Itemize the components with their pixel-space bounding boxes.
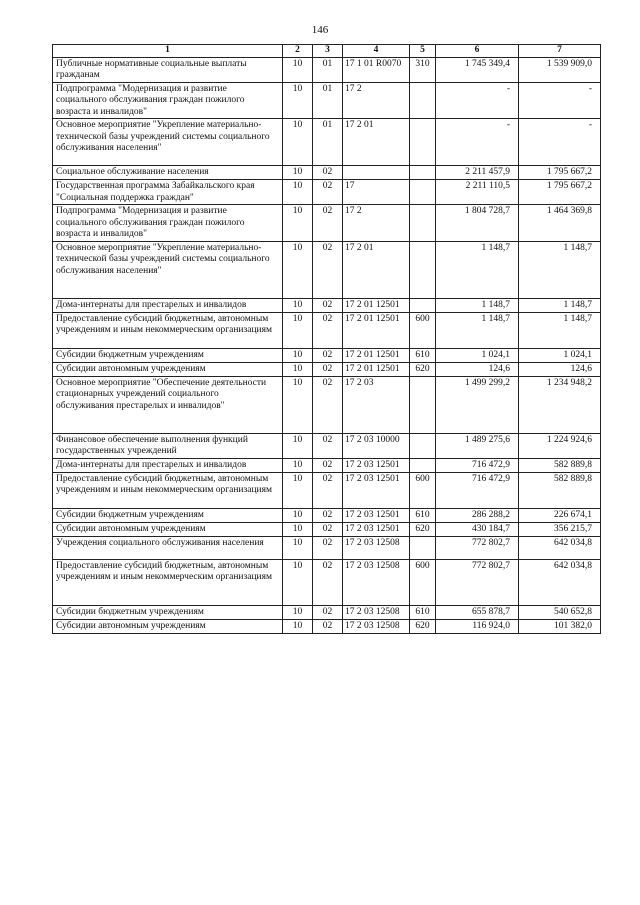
amount-col7-cell: 1 464 369,8 xyxy=(519,205,601,242)
expense-type-cell: 610 xyxy=(410,508,436,522)
row-name-cell: Подпрограмма "Модернизация и развитие социального обслуживания граждан пожилого возраста и инвалидов" xyxy=(53,82,283,119)
table-row xyxy=(53,166,601,180)
amount-col6-cell: 1 024,1 xyxy=(436,348,519,362)
amount-col6-cell: 2 211 110,5 xyxy=(436,180,519,205)
amount-col7-cell: 582 889,8 xyxy=(519,458,601,472)
amount-col6-cell: 716 472,9 xyxy=(436,458,519,472)
expense-type-cell xyxy=(410,205,436,242)
section-cell: 10 xyxy=(283,180,313,205)
table-row xyxy=(53,522,601,536)
amount-col7-cell: - xyxy=(519,119,601,166)
section-cell: 10 xyxy=(283,376,313,433)
target-article-cell: 17 1 01 R0070 xyxy=(343,57,410,82)
section-cell: 10 xyxy=(283,559,313,605)
section-cell: 10 xyxy=(283,522,313,536)
amount-col7-cell: 356 215,7 xyxy=(519,522,601,536)
amount-col7-cell: 1 224 924,6 xyxy=(519,433,601,458)
target-article-cell: 17 2 01 12501 xyxy=(343,362,410,376)
subsection-cell: 02 xyxy=(313,312,343,348)
amount-col7-cell: 1 795 667,2 xyxy=(519,166,601,180)
subsection-cell: 02 xyxy=(313,559,343,605)
section-cell: 10 xyxy=(283,82,313,119)
subsection-cell: 02 xyxy=(313,298,343,312)
expense-type-cell xyxy=(410,298,436,312)
amount-col7-cell: 540 652,8 xyxy=(519,605,601,619)
amount-col7-cell: 124,6 xyxy=(519,362,601,376)
amount-col7-cell: 642 034,8 xyxy=(519,536,601,559)
column-header: 6 xyxy=(436,45,519,58)
row-name-cell: Субсидии бюджетным учреждениям xyxy=(53,508,283,522)
target-article-cell: 17 2 01 xyxy=(343,241,410,298)
expense-type-cell: 310 xyxy=(410,57,436,82)
expense-type-cell xyxy=(410,180,436,205)
subsection-cell: 02 xyxy=(313,433,343,458)
row-name-cell: Государственная программа Забайкальского края "Социальная поддержка граждан" xyxy=(53,180,283,205)
section-cell: 10 xyxy=(283,472,313,508)
target-article-cell: 17 2 01 12501 xyxy=(343,298,410,312)
section-cell: 10 xyxy=(283,536,313,559)
amount-col7-cell: 1 148,7 xyxy=(519,298,601,312)
subsection-cell: 02 xyxy=(313,522,343,536)
subsection-cell: 02 xyxy=(313,205,343,242)
expense-type-cell: 610 xyxy=(410,348,436,362)
expense-type-cell: 600 xyxy=(410,472,436,508)
row-name-cell: Учреждения социального обслуживания населения xyxy=(53,536,283,559)
subsection-cell: 02 xyxy=(313,605,343,619)
amount-col6-cell: 2 211 457,9 xyxy=(436,166,519,180)
row-name-cell: Предоставление субсидий бюджетным, автономным учреждениям и иным некоммерческим организациям xyxy=(53,472,283,508)
target-article-cell: 17 xyxy=(343,180,410,205)
column-header: 3 xyxy=(313,45,343,58)
target-article-cell: 17 2 03 xyxy=(343,376,410,433)
column-header: 4 xyxy=(343,45,410,58)
table-row xyxy=(53,619,601,633)
subsection-cell: 02 xyxy=(313,362,343,376)
target-article-cell: 17 2 03 12508 xyxy=(343,619,410,633)
target-article-cell xyxy=(343,166,410,180)
amount-col6-cell: 430 184,7 xyxy=(436,522,519,536)
row-name-cell: Публичные нормативные социальные выплаты гражданам xyxy=(53,57,283,82)
column-header: 7 xyxy=(519,45,601,58)
row-name-cell: Субсидии бюджетным учреждениям xyxy=(53,348,283,362)
expense-type-cell xyxy=(410,458,436,472)
section-cell: 10 xyxy=(283,119,313,166)
table-row xyxy=(53,348,601,362)
row-name-cell: Субсидии бюджетным учреждениям xyxy=(53,605,283,619)
table-row xyxy=(53,57,601,82)
amount-col7-cell: 582 889,8 xyxy=(519,472,601,508)
amount-col7-cell: 1 234 948,2 xyxy=(519,376,601,433)
subsection-cell: 01 xyxy=(313,119,343,166)
row-name-cell: Субсидии автономным учреждениям xyxy=(53,362,283,376)
amount-col7-cell: 642 034,8 xyxy=(519,559,601,605)
section-cell: 10 xyxy=(283,166,313,180)
amount-col6-cell: 286 288,2 xyxy=(436,508,519,522)
amount-col7-cell: 1 539 909,0 xyxy=(519,57,601,82)
expense-type-cell xyxy=(410,82,436,119)
expense-type-cell xyxy=(410,166,436,180)
target-article-cell: 17 2 01 12501 xyxy=(343,312,410,348)
row-name-cell: Социальное обслуживание населения xyxy=(53,166,283,180)
table-row xyxy=(53,605,601,619)
table-row xyxy=(53,312,601,348)
subsection-cell: 02 xyxy=(313,348,343,362)
amount-col7-cell: 1 148,7 xyxy=(519,312,601,348)
table-row xyxy=(53,433,601,458)
row-name-cell: Основное мероприятие "Обеспечение деятельности стационарных учреждений социального обслуживания престарелых и инвалидов" xyxy=(53,376,283,433)
target-article-cell: 17 2 03 12508 xyxy=(343,536,410,559)
subsection-cell: 02 xyxy=(313,458,343,472)
expense-type-cell xyxy=(410,376,436,433)
subsection-cell: 02 xyxy=(313,536,343,559)
row-name-cell: Предоставление субсидий бюджетным, автономным учреждениям и иным некоммерческим организациям xyxy=(53,312,283,348)
subsection-cell: 02 xyxy=(313,472,343,508)
expense-type-cell xyxy=(410,119,436,166)
expense-type-cell: 620 xyxy=(410,362,436,376)
amount-col7-cell: 1 795 667,2 xyxy=(519,180,601,205)
expense-type-cell xyxy=(410,433,436,458)
target-article-cell: 17 2 03 12501 xyxy=(343,508,410,522)
section-cell: 10 xyxy=(283,312,313,348)
target-article-cell: 17 2 xyxy=(343,82,410,119)
section-cell: 10 xyxy=(283,458,313,472)
amount-col6-cell: 772 802,7 xyxy=(436,536,519,559)
target-article-cell: 17 2 03 12501 xyxy=(343,458,410,472)
amount-col6-cell: 716 472,9 xyxy=(436,472,519,508)
column-header: 2 xyxy=(283,45,313,58)
table-row xyxy=(53,241,601,298)
amount-col6-cell: 1 499 299,2 xyxy=(436,376,519,433)
amount-col6-cell: 116 924,0 xyxy=(436,619,519,633)
row-name-cell: Дома-интернаты для престарелых и инвалидов xyxy=(53,298,283,312)
table-row xyxy=(53,458,601,472)
table-row xyxy=(53,205,601,242)
section-cell: 10 xyxy=(283,433,313,458)
table-row xyxy=(53,298,601,312)
amount-col7-cell: 101 382,0 xyxy=(519,619,601,633)
table-row xyxy=(53,536,601,559)
subsection-cell: 02 xyxy=(313,619,343,633)
amount-col6-cell: 1 804 728,7 xyxy=(436,205,519,242)
section-cell: 10 xyxy=(283,605,313,619)
budget-table xyxy=(52,44,601,634)
amount-col6-cell: 124,6 xyxy=(436,362,519,376)
table-row xyxy=(53,508,601,522)
target-article-cell: 17 2 xyxy=(343,205,410,242)
amount-col7-cell: 1 024,1 xyxy=(519,348,601,362)
section-cell: 10 xyxy=(283,362,313,376)
target-article-cell: 17 2 03 10000 xyxy=(343,433,410,458)
amount-col6-cell: 1 148,7 xyxy=(436,241,519,298)
amount-col6-cell: 1 148,7 xyxy=(436,312,519,348)
target-article-cell: 17 2 01 xyxy=(343,119,410,166)
target-article-cell: 17 2 03 12508 xyxy=(343,605,410,619)
amount-col6-cell: 1 745 349,4 xyxy=(436,57,519,82)
subsection-cell: 02 xyxy=(313,376,343,433)
table-row xyxy=(53,472,601,508)
expense-type-cell: 600 xyxy=(410,559,436,605)
expense-type-cell: 620 xyxy=(410,522,436,536)
target-article-cell: 17 2 03 12501 xyxy=(343,522,410,536)
subsection-cell: 02 xyxy=(313,166,343,180)
section-cell: 10 xyxy=(283,348,313,362)
table-row xyxy=(53,180,601,205)
row-name-cell: Субсидии автономным учреждениям xyxy=(53,522,283,536)
amount-col7-cell: 226 674,1 xyxy=(519,508,601,522)
row-name-cell: Основное мероприятие "Укрепление материально-технической базы учреждений системы социального обслуживания населения" xyxy=(53,119,283,166)
row-name-cell: Основное мероприятие "Укрепление материально-технической базы учреждений системы социального обслуживания населения" xyxy=(53,241,283,298)
amount-col6-cell: 1 489 275,6 xyxy=(436,433,519,458)
table-row xyxy=(53,559,601,605)
row-name-cell: Подпрограмма "Модернизация и развитие социального обслуживания граждан пожилого возраста и инвалидов" xyxy=(53,205,283,242)
amount-col6-cell: 1 148,7 xyxy=(436,298,519,312)
expense-type-cell: 610 xyxy=(410,605,436,619)
amount-col7-cell: 1 148,7 xyxy=(519,241,601,298)
section-cell: 10 xyxy=(283,298,313,312)
subsection-cell: 02 xyxy=(313,180,343,205)
table-row xyxy=(53,119,601,166)
row-name-cell: Субсидии автономным учреждениям xyxy=(53,619,283,633)
column-header: 5 xyxy=(410,45,436,58)
expense-type-cell: 620 xyxy=(410,619,436,633)
target-article-cell: 17 2 01 12501 xyxy=(343,348,410,362)
subsection-cell: 02 xyxy=(313,241,343,298)
page-number: 146 xyxy=(311,24,329,36)
amount-col6-cell: 772 802,7 xyxy=(436,559,519,605)
target-article-cell: 17 2 03 12508 xyxy=(343,559,410,605)
amount-col6-cell: - xyxy=(436,119,519,166)
section-cell: 10 xyxy=(283,619,313,633)
expense-type-cell xyxy=(410,241,436,298)
subsection-cell: 02 xyxy=(313,508,343,522)
amount-col7-cell: - xyxy=(519,82,601,119)
row-name-cell: Финансовое обеспечение выполнения функций государственных учреждений xyxy=(53,433,283,458)
row-name-cell: Дома-интернаты для престарелых и инвалидов xyxy=(53,458,283,472)
subsection-cell: 01 xyxy=(313,82,343,119)
row-name-cell: Предоставление субсидий бюджетным, автономным учреждениям и иным некоммерческим организациям xyxy=(53,559,283,605)
column-header: 1 xyxy=(53,45,283,58)
table-header-row xyxy=(53,45,601,58)
subsection-cell: 01 xyxy=(313,57,343,82)
amount-col6-cell: 655 878,7 xyxy=(436,605,519,619)
expense-type-cell xyxy=(410,536,436,559)
table-row xyxy=(53,362,601,376)
amount-col6-cell: - xyxy=(436,82,519,119)
section-cell: 10 xyxy=(283,508,313,522)
expense-type-cell: 600 xyxy=(410,312,436,348)
section-cell: 10 xyxy=(283,57,313,82)
target-article-cell: 17 2 03 12501 xyxy=(343,472,410,508)
table-row xyxy=(53,82,601,119)
section-cell: 10 xyxy=(283,241,313,298)
table-row xyxy=(53,376,601,433)
section-cell: 10 xyxy=(283,205,313,242)
